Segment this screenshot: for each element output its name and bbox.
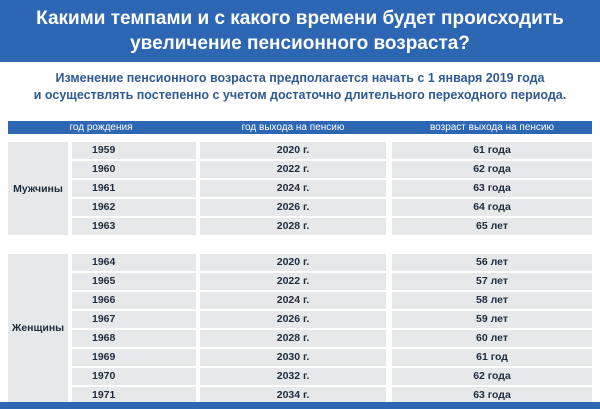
birth-year-cell: 1971: [72, 387, 196, 404]
table-header: [8, 121, 592, 134]
retirement-year-cell: 2030 г.: [200, 349, 386, 366]
retirement-year-cell: 2034 г.: [200, 387, 386, 404]
birth-year-cell: 1961: [72, 180, 196, 197]
retirement-year-cell: 2022 г.: [200, 273, 386, 290]
retirement-year-cell: 2024 г.: [200, 180, 386, 197]
title-line-1: Какими темпами и с какого времени будет происходить: [36, 8, 564, 29]
table-row: [8, 199, 592, 216]
table-row: [8, 142, 592, 159]
table-row: [8, 254, 592, 271]
table-row: [8, 368, 592, 385]
retirement-age-cell: 56 лет: [392, 254, 592, 271]
table-row: [8, 311, 592, 328]
retirement-year-cell: 2022 г.: [200, 161, 386, 178]
subtitle: [0, 70, 600, 104]
retirement-year-cell: 2020 г.: [200, 142, 386, 159]
retirement-age-cell: 59 лет: [392, 311, 592, 328]
birth-year-cell: 1969: [72, 349, 196, 366]
column-header-retirement-year: год выхода на пенсию: [241, 122, 345, 133]
birth-year-cell: 1967: [72, 311, 196, 328]
retirement-age-cell: 58 лет: [392, 292, 592, 309]
table-row: [8, 273, 592, 290]
retirement-year-cell: 2024 г.: [200, 292, 386, 309]
retirement-age-cell: 60 лет: [392, 330, 592, 347]
retirement-age-cell: 63 года: [392, 180, 592, 197]
retirement-year-cell: 2032 г.: [200, 368, 386, 385]
table-row: [8, 330, 592, 347]
birth-year-cell: 1970: [72, 368, 196, 385]
birth-year-cell: 1963: [72, 218, 196, 235]
birth-year-cell: 1966: [72, 292, 196, 309]
title-banner: [0, 0, 600, 62]
column-header-birth-year: год рождения: [69, 122, 133, 133]
retirement-age-cell: 64 года: [392, 199, 592, 216]
birth-year-cell: 1968: [72, 330, 196, 347]
retirement-age-cell: 62 года: [392, 368, 592, 385]
birth-year-cell: 1960: [72, 161, 196, 178]
retirement-age-cell: 63 года: [392, 387, 592, 404]
retirement-year-cell: 2026 г.: [200, 199, 386, 216]
birth-year-cell: 1962: [72, 199, 196, 216]
group-label-men: Мужчины: [8, 142, 68, 235]
retirement-age-cell: 65 лет: [392, 218, 592, 235]
table-row: [8, 218, 592, 235]
bottom-bar: [0, 402, 600, 409]
table-row: [8, 292, 592, 309]
table-row: [8, 349, 592, 366]
retirement-age-cell: 57 лет: [392, 273, 592, 290]
birth-year-cell: 1965: [72, 273, 196, 290]
retirement-year-cell: 2020 г.: [200, 254, 386, 271]
retirement-year-cell: 2026 г.: [200, 311, 386, 328]
table-row: [8, 161, 592, 178]
table-row: [8, 180, 592, 197]
retirement-age-cell: 62 года: [392, 161, 592, 178]
retirement-age-cell: 61 год: [392, 349, 592, 366]
subtitle-line-2: и осуществлять постепенно с учетом достаточно длительного переходного периода.: [33, 88, 567, 102]
column-header-retirement-age: возраст выхода на пенсию: [429, 122, 555, 133]
birth-year-cell: 1964: [72, 254, 196, 271]
subtitle-line-1: Изменение пенсионного возраста предполагается начать с 1 января 2019 года: [55, 71, 545, 85]
group-label-women: Женщины: [8, 254, 68, 402]
retirement-age-cell: 61 года: [392, 142, 592, 159]
birth-year-cell: 1959: [72, 142, 196, 159]
retirement-year-cell: 2028 г.: [200, 330, 386, 347]
retirement-year-cell: 2028 г.: [200, 218, 386, 235]
women-group: [8, 254, 592, 402]
men-group: [8, 142, 592, 235]
title-line-2: увеличение пенсионного возраста?: [130, 33, 470, 54]
